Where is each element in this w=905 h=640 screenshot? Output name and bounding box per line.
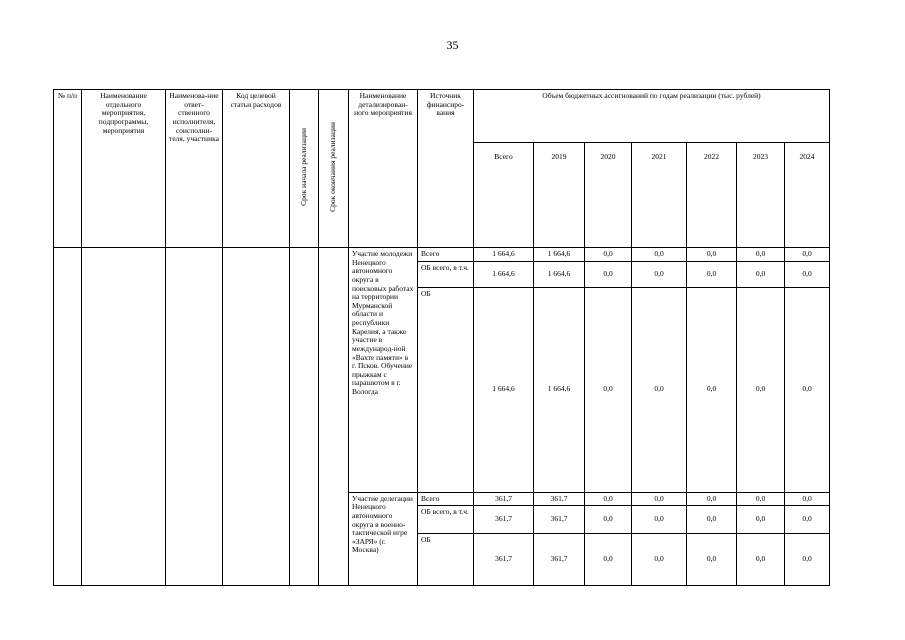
header-year-total: Всего — [474, 143, 534, 248]
value-cell: 1 664,6 — [474, 261, 534, 287]
header-source: Источник финансиро-вания — [418, 90, 474, 248]
header-number: № п/п — [54, 90, 82, 248]
value-cell: 1 664,6 — [534, 287, 585, 492]
value-cell: 0,0 — [585, 248, 632, 262]
header-year-2024: 2024 — [785, 143, 830, 248]
event-name-cell — [82, 248, 166, 586]
value-cell: 0,0 — [585, 506, 632, 534]
table-row — [54, 248, 830, 262]
value-cell: 0,0 — [632, 534, 687, 586]
value-cell: 0,0 — [737, 261, 785, 287]
value-cell: 0,0 — [687, 534, 737, 586]
value-cell: 361,7 — [534, 534, 585, 586]
value-cell: 0,0 — [737, 287, 785, 492]
header-executor: Наименова-ние ответ-ственного исполнителя, соисполни-теля, участника — [166, 90, 223, 248]
value-cell: 0,0 — [737, 248, 785, 262]
header-start-date — [290, 90, 319, 248]
value-cell: 0,0 — [785, 506, 830, 534]
value-cell: 1 664,6 — [474, 287, 534, 492]
value-cell: 361,7 — [474, 534, 534, 586]
source-cell: ОБ всего, в т.ч. — [418, 506, 474, 534]
source-cell: ОБ — [418, 287, 474, 492]
header-end-date — [319, 90, 349, 248]
value-cell: 0,0 — [632, 261, 687, 287]
value-cell: 0,0 — [687, 506, 737, 534]
value-cell: 0,0 — [632, 248, 687, 262]
value-cell: 0,0 — [785, 261, 830, 287]
value-cell: 0,0 — [687, 248, 737, 262]
value-cell: 1 664,6 — [534, 248, 585, 262]
value-cell: 0,0 — [737, 534, 785, 586]
value-cell: 0,0 — [585, 492, 632, 506]
value-cell: 0,0 — [737, 506, 785, 534]
executor-cell — [166, 248, 223, 586]
value-cell: 361,7 — [474, 506, 534, 534]
header-year-2019: 2019 — [534, 143, 585, 248]
header-start-date-text: Срок начала реализации — [298, 128, 308, 207]
header-budget: Объем бюджетных ассигнований по годам реализации (тыс. рублей) — [474, 90, 830, 143]
value-cell: 0,0 — [687, 492, 737, 506]
end-date-cell — [319, 248, 349, 586]
header-code: Код целевой статьи расходов — [223, 90, 290, 248]
header-detail: Наименование детализирован-ного мероприятия — [349, 90, 418, 248]
source-cell: Всего — [418, 248, 474, 262]
value-cell: 0,0 — [687, 287, 737, 492]
value-cell: 0,0 — [785, 492, 830, 506]
detail-event-name: Участие делегации Ненецкого автономного округа в военно-тактической игре «ЗАРЯ» (г. Москва) — [349, 492, 418, 586]
value-cell: 0,0 — [632, 287, 687, 492]
value-cell: 0,0 — [785, 248, 830, 262]
source-cell: ОБ всего, в т.ч. — [418, 261, 474, 287]
value-cell: 0,0 — [785, 534, 830, 586]
value-cell: 0,0 — [585, 287, 632, 492]
start-date-cell — [290, 248, 319, 586]
value-cell: 0,0 — [632, 492, 687, 506]
value-cell: 1 664,6 — [474, 248, 534, 262]
header-row-top — [54, 90, 830, 143]
code-cell — [223, 248, 290, 586]
header-event-name: Наименование отдельного мероприятия, подпрограммы, мероприятия — [82, 90, 166, 248]
value-cell: 0,0 — [632, 506, 687, 534]
page-number: 35 — [446, 38, 459, 52]
value-cell: 0,0 — [585, 534, 632, 586]
value-cell: 361,7 — [534, 506, 585, 534]
value-cell: 0,0 — [785, 287, 830, 492]
value-cell: 1 664,6 — [534, 261, 585, 287]
source-cell: ОБ — [418, 534, 474, 586]
number-cell — [54, 248, 82, 586]
detail-event-name: Участие молодежи Ненецкого автономного округа в поисковых работах на территории Мурманской области и республики Карелия, а также участие в международ-ной «Вахте памяти» в г. Псков. Обучение прыжкам с парашютом в г. Вологда — [349, 248, 418, 493]
budget-table — [53, 89, 830, 586]
value-cell: 0,0 — [737, 492, 785, 506]
value-cell: 0,0 — [585, 261, 632, 287]
header-end-date-text: Срок окончания реализации — [328, 122, 338, 213]
source-cell: Всего — [418, 492, 474, 506]
value-cell: 361,7 — [534, 492, 585, 506]
header-year-2022: 2022 — [687, 143, 737, 248]
header-year-2020: 2020 — [585, 143, 632, 248]
header-year-2021: 2021 — [632, 143, 687, 248]
value-cell: 0,0 — [687, 261, 737, 287]
header-year-2023: 2023 — [737, 143, 785, 248]
value-cell: 361,7 — [474, 492, 534, 506]
